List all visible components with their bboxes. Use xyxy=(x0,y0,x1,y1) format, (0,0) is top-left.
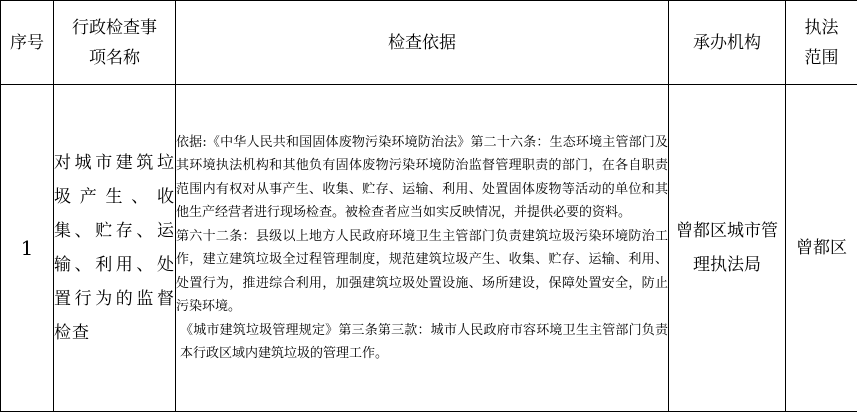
basis-paragraph: 《城市建筑垃圾管理规定》第三条第三款：城市人民政府市容环境卫生主管部门负责本行政区域内建筑垃圾的管理工作。 xyxy=(180,322,668,361)
row-seq: 1 xyxy=(1,85,54,412)
row-item-name: 对城市建筑垃圾产生、收集、贮存、运输、利用、处置行为的监督检查 xyxy=(54,85,176,412)
header-scope: 执法范围 xyxy=(786,1,857,85)
header-org: 承办机构 xyxy=(669,1,786,85)
table-row xyxy=(1,85,857,412)
row-scope: 曾都区 xyxy=(786,85,857,412)
basis-paragraph: 第六十二条：县级以上地方人民政府环境卫生主管部门负责建筑垃圾污染环境防治工作，建立建筑垃圾全过程管理制度，规范建筑垃圾产生、收集、贮存、运输、利用、处置行为，推进综合利用，加强建筑垃圾处置设施、场所建设，保障处置安全，防止污染环境。 xyxy=(176,228,668,314)
row-org: 曾都区城市管理执法局 xyxy=(669,85,786,412)
row-basis xyxy=(176,85,669,412)
basis-paragraph: 依据:《中华人民共和国固体废物污染环境防治法》第二十六条：生态环境主管部门及其环境执法机构和其他负有固体废物污染环境防治监督管理职责的部门，在各自职责范围内有权对从事产生、收集、贮存、运输、利用、处置固体废物等活动的单位和其他生产经营者进行现场检查。被检查者应当如实反映情况，并提供必要的资料。 xyxy=(176,134,668,220)
header-seq: 序号 xyxy=(1,1,54,85)
header-item: 行政检查事项名称 xyxy=(54,1,176,85)
header-basis: 检查依据 xyxy=(176,1,669,85)
header-row xyxy=(1,1,857,85)
